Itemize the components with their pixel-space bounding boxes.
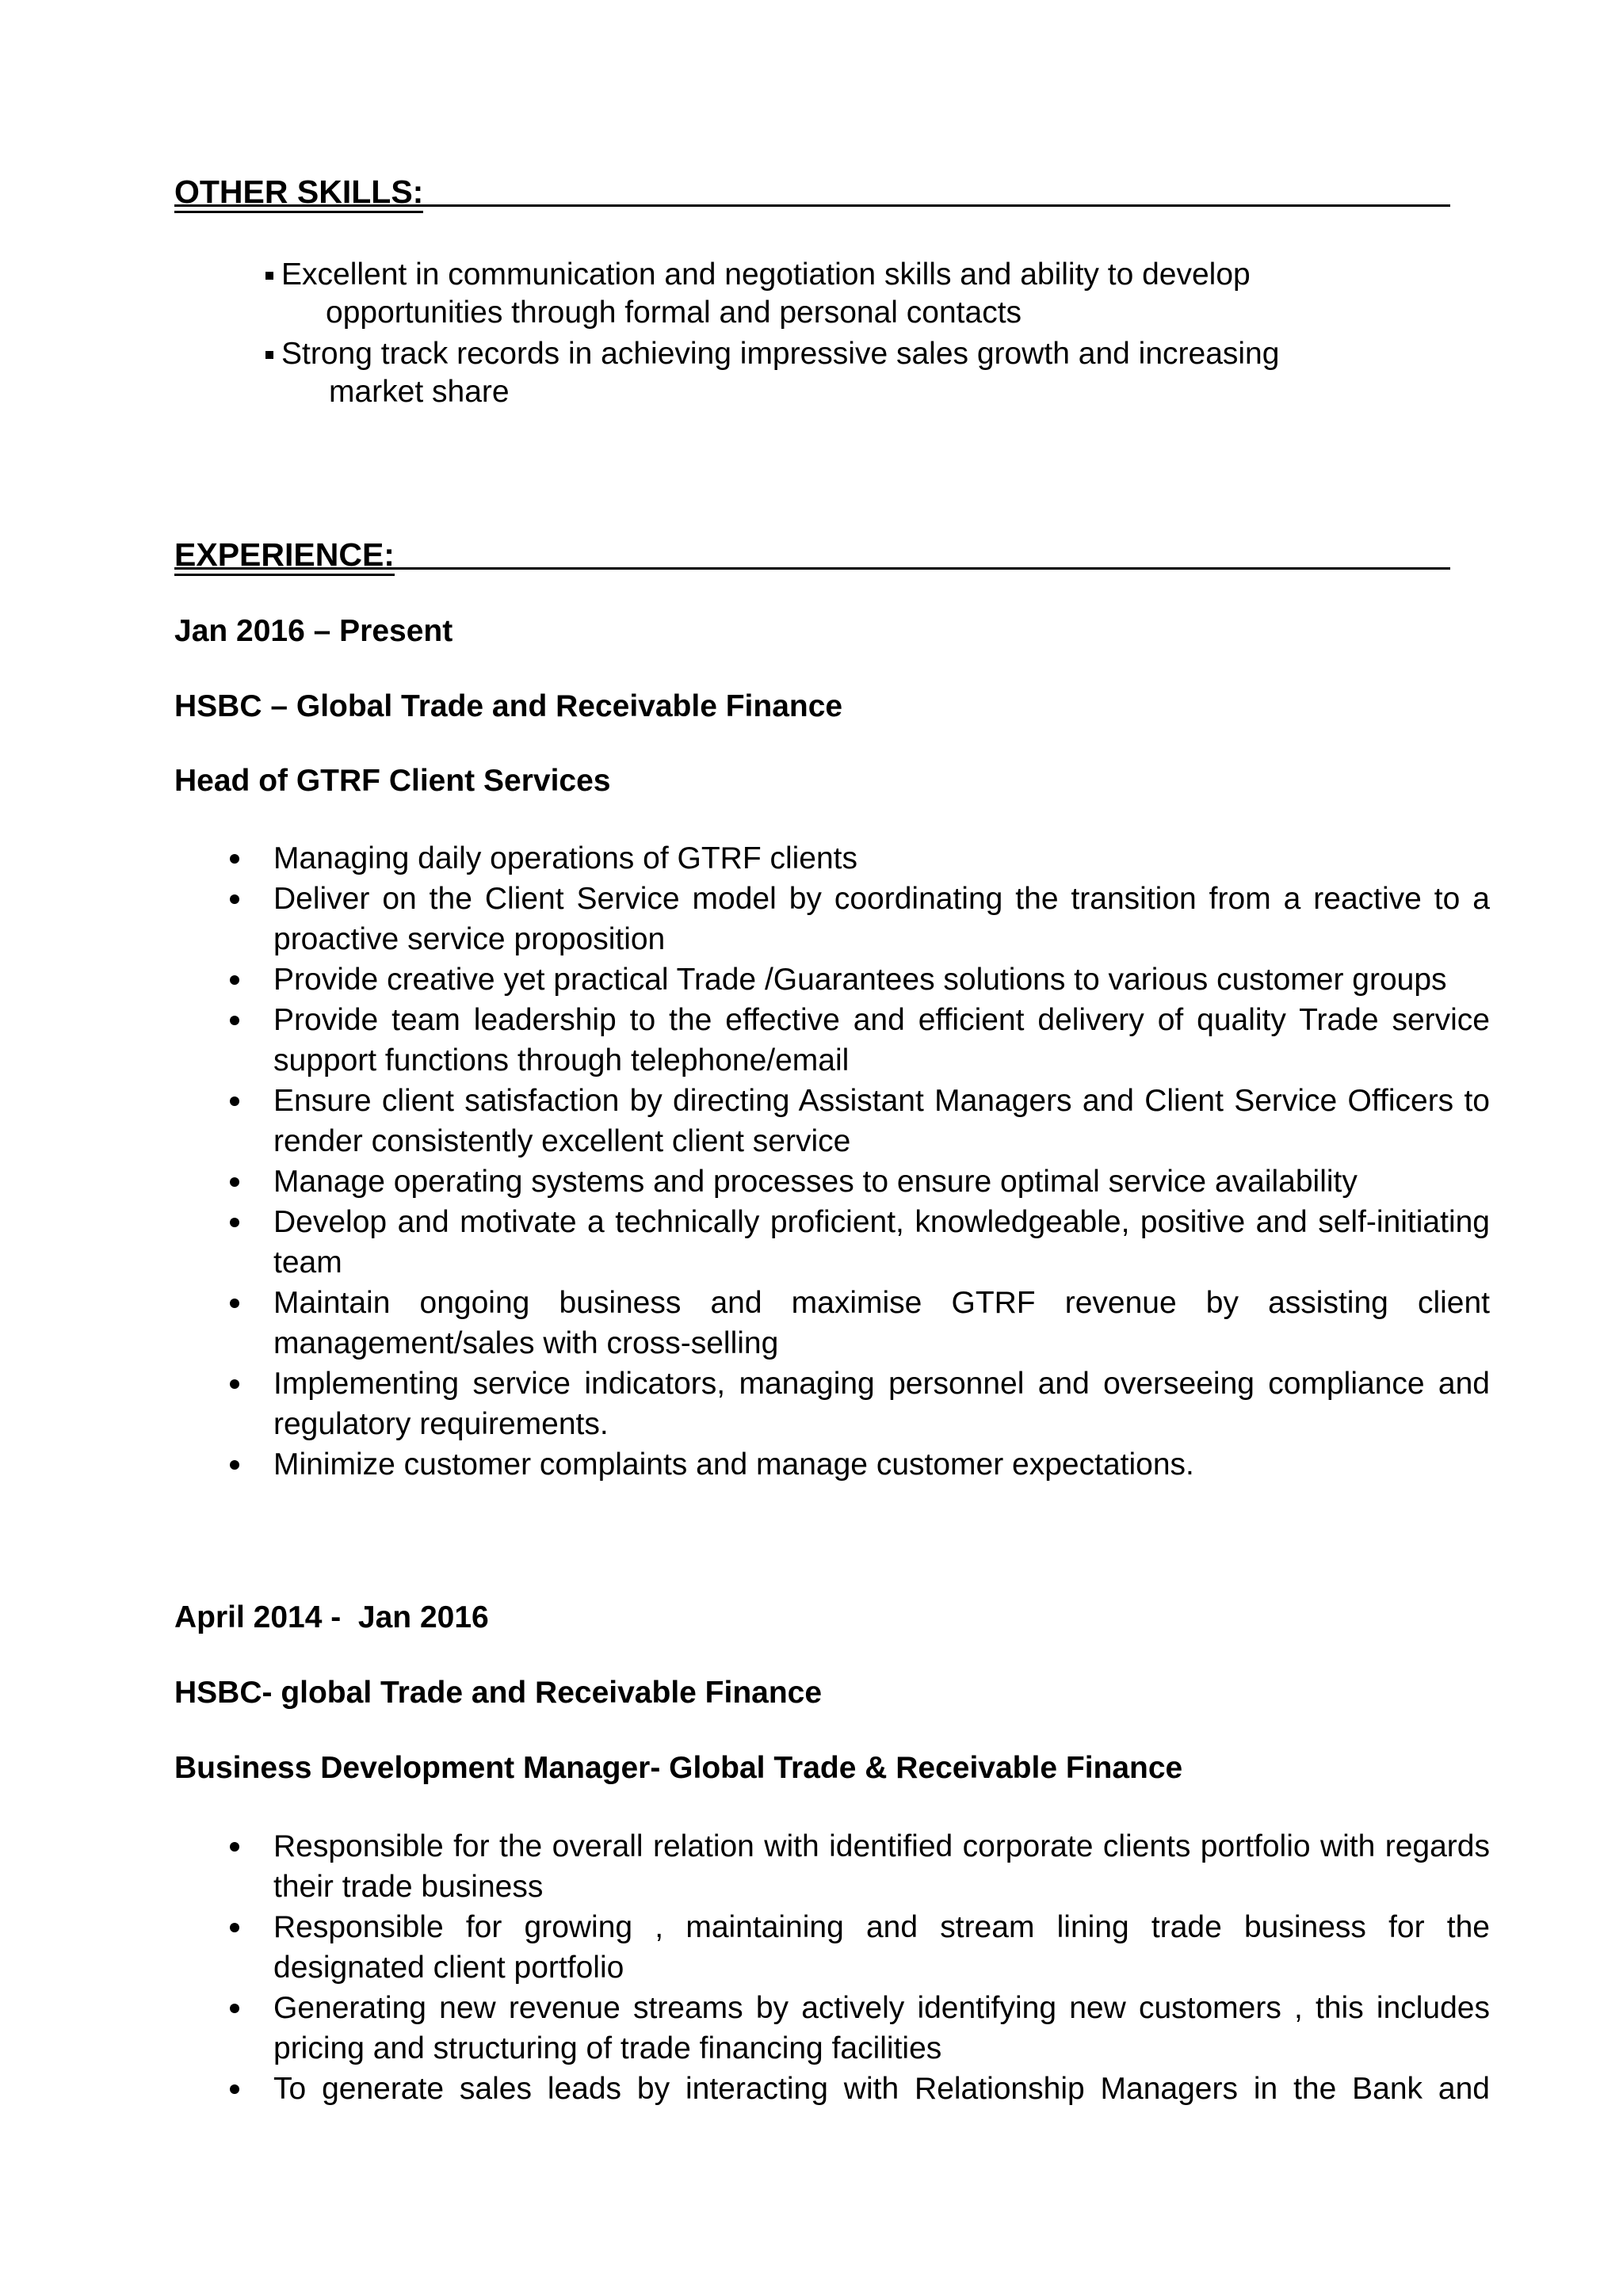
list-item — [273, 1444, 1490, 1485]
list-item — [273, 1988, 1490, 2069]
bullet-icon — [230, 1842, 239, 1852]
duty-text: Responsible for the overall relation with identified corporate clients portfolio with regards their trade business — [273, 1829, 1490, 1904]
duty-text: Responsible for growing , maintaining and stream lining trade business for the designated client portfolio — [273, 1910, 1490, 1985]
list-item — [273, 879, 1490, 959]
job-period: April 2014 - Jan 2016 — [174, 1600, 489, 1634]
duty-text: Develop and motivate a technically proficient, knowledgeable, positive and self-initiating team — [273, 1205, 1490, 1280]
bullet-icon — [230, 1218, 239, 1227]
other-skills-heading — [174, 173, 1450, 210]
duty-text: Manage operating systems and processes to ensure optimal service availability — [273, 1165, 1358, 1199]
list-item — [273, 838, 1490, 879]
list-item — [273, 1000, 1490, 1081]
duty-text: Minimize customer complaints and manage customer expectations. — [273, 1447, 1194, 1482]
skill-line-1: Strong track records in achieving impressive sales growth and increasing — [281, 337, 1280, 371]
bullet-icon — [230, 2004, 239, 2013]
list-item — [273, 1081, 1490, 1161]
bullet-icon — [230, 1097, 239, 1106]
duty-text: Ensure client satisfaction by directing Assistant Managers and Client Service Officers to render consistently excellent client service — [273, 1084, 1490, 1158]
square-bullet-icon — [265, 351, 273, 359]
job-2-duties — [273, 1826, 1490, 2109]
list-item — [273, 1907, 1490, 1988]
list-item — [273, 1826, 1490, 1907]
other-skills-title: OTHER SKILLS: — [174, 173, 423, 213]
list-item — [273, 1161, 1490, 1202]
bullet-icon — [230, 1177, 239, 1187]
bullet-icon — [230, 1016, 239, 1025]
bullet-icon — [230, 975, 239, 985]
job-employer: HSBC – Global Trade and Receivable Finance — [174, 689, 843, 723]
job-1-duties — [273, 838, 1490, 1485]
duty-text: Maintain ongoing business and maximise GTRF revenue by assisting client management/sales with cross-selling — [273, 1286, 1490, 1360]
skill-line-2: market share — [329, 375, 510, 409]
job-title: Head of GTRF Client Services — [174, 764, 611, 798]
bullet-icon — [230, 1923, 239, 1932]
bullet-icon — [230, 2084, 239, 2094]
list-item — [273, 959, 1490, 1000]
duty-text: Provide team leadership to the effective and efficient delivery of quality Trade service support functions through telephone/email — [273, 1003, 1490, 1077]
skill-line-2: opportunities through formal and personal contacts — [326, 296, 1022, 330]
list-item — [265, 335, 1407, 411]
duty-text: Deliver on the Client Service model by coordinating the transition from a reactive to a proactive service proposition — [273, 882, 1490, 956]
other-skills-list — [265, 256, 1407, 411]
list-item — [273, 2069, 1490, 2109]
square-bullet-icon — [265, 272, 273, 280]
list-item — [273, 1202, 1490, 1283]
list-item — [265, 256, 1407, 332]
skill-line-1: Excellent in communication and negotiation skills and ability to develop — [281, 257, 1251, 292]
bullet-icon — [230, 1379, 239, 1389]
job-period: Jan 2016 – Present — [174, 614, 453, 648]
list-item — [273, 1283, 1490, 1363]
duty-text: Managing daily operations of GTRF clients — [273, 841, 858, 875]
job-employer: HSBC- global Trade and Receivable Finance — [174, 1676, 823, 1710]
experience-title: EXPERIENCE: — [174, 536, 395, 576]
job-title: Business Development Manager- Global Trade & Receivable Finance — [174, 1751, 1183, 1785]
experience-heading — [174, 536, 1450, 573]
bullet-icon — [230, 854, 239, 864]
duty-text: Provide creative yet practical Trade /Guarantees solutions to various customer groups — [273, 963, 1447, 997]
duty-text: To generate sales leads by interacting with Relationship Managers in the Bank and — [273, 2072, 1490, 2106]
bullet-icon — [230, 894, 239, 904]
bullet-icon — [230, 1460, 239, 1470]
bullet-icon — [230, 1299, 239, 1308]
duty-text: Generating new revenue streams by actively identifying new customers , this includes pricing and structuring of trade financing facilities — [273, 1991, 1490, 2065]
duty-text: Implementing service indicators, managing personnel and overseeing compliance and regulatory requirements. — [273, 1367, 1490, 1441]
list-item — [273, 1363, 1490, 1444]
